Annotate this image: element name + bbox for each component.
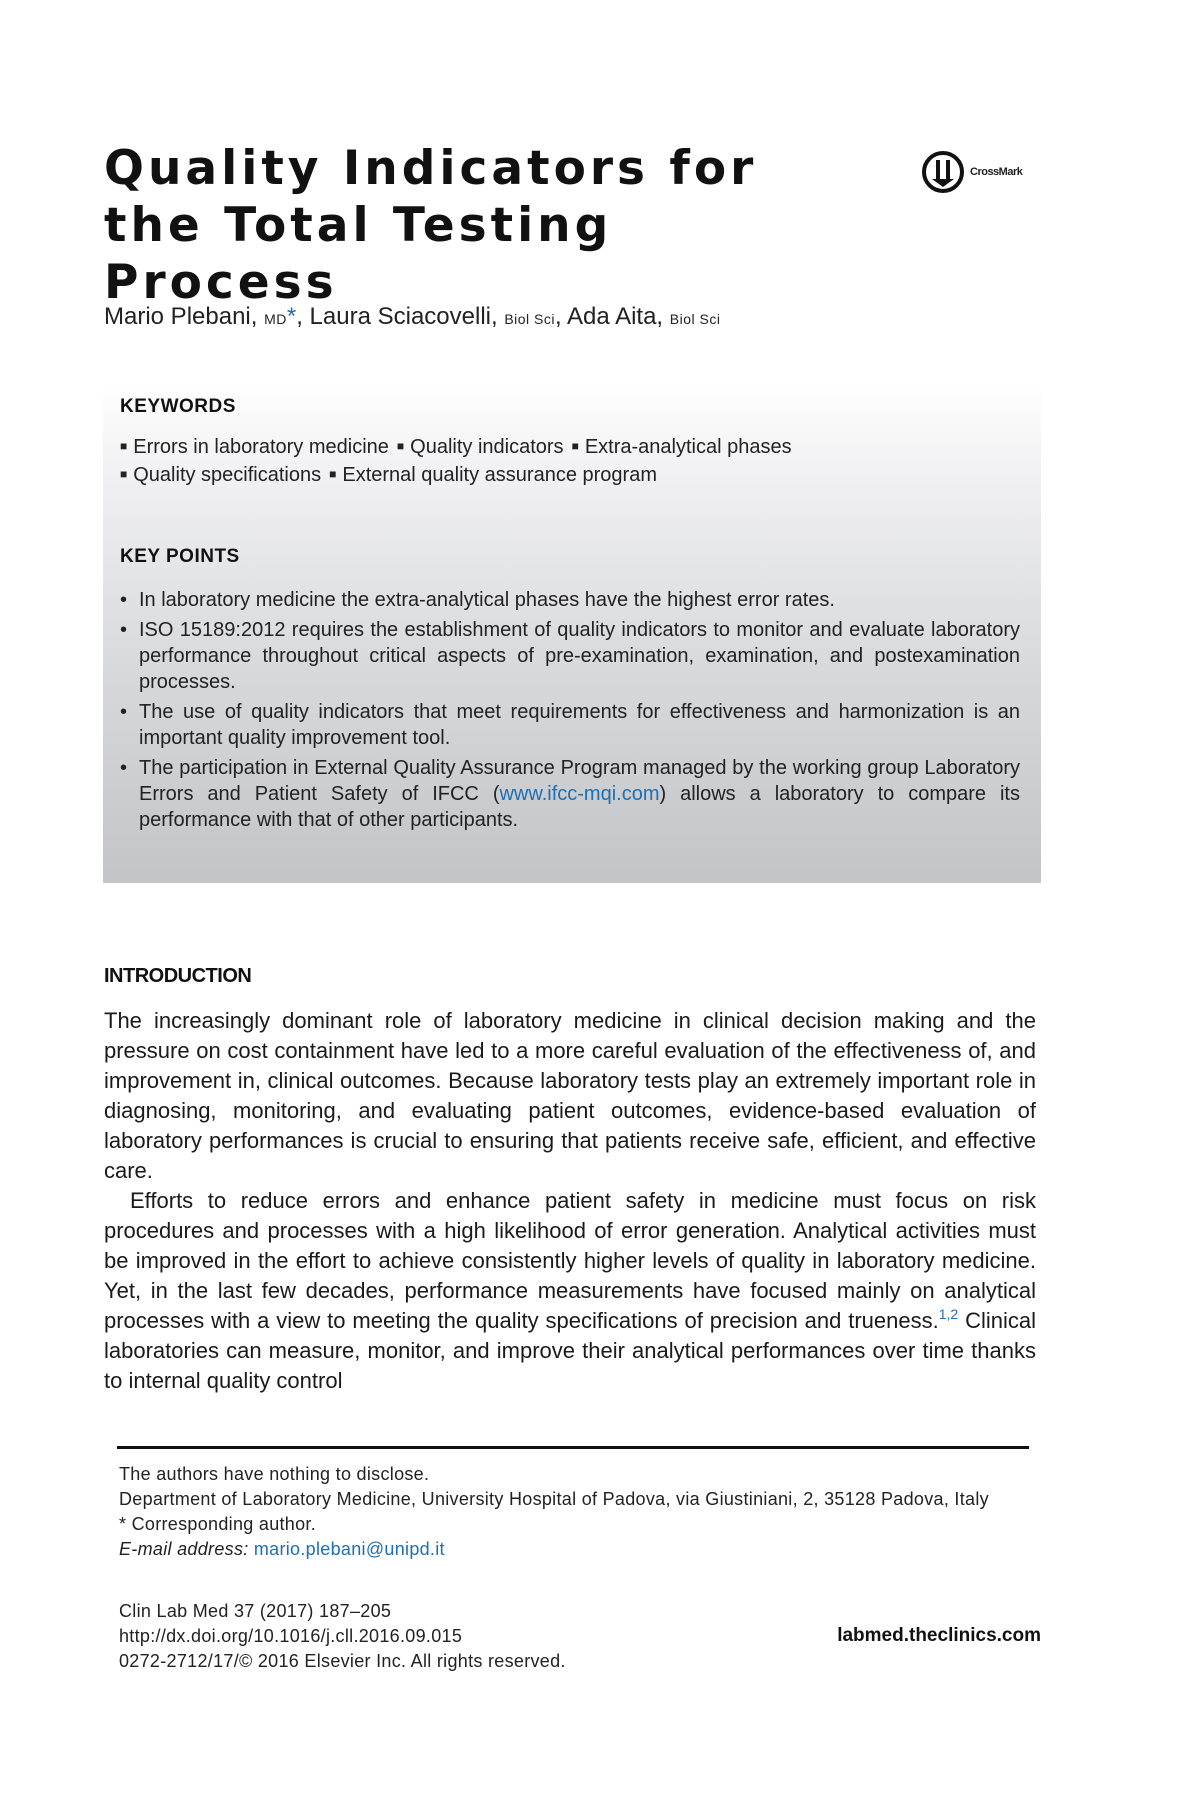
author-name: Laura Sciacovelli, <box>309 303 505 330</box>
author-name: Ada Aita, <box>567 303 670 330</box>
square-bullet-icon: ■ <box>120 467 128 481</box>
crossmark-badge[interactable] <box>922 150 1022 194</box>
keypoint-text: The participation in External Quality Assurance Program managed by the working group Laboratory Errors and Patient Safety of IFCC ( <box>139 757 1020 805</box>
keywords-heading: KEYWORDS <box>120 396 236 417</box>
body-paragraph: The increasingly dominant role of laboratory medicine in clinical decision making and the pressure on cost containment have led to a more careful evaluation of the effectiveness of, and improvement in, clinical outcomes. Because laboratory tests play an extremely important role in diagnosing, monitoring, and evaluating patient outcomes, evidence-based evaluation of laboratory performances is crucial to ensuring that patients receive safe, efficient, and effective care. <box>104 1008 1036 1183</box>
reference-citation[interactable]: 1,2 <box>938 1306 959 1322</box>
author-degree: Biol Sci <box>669 311 721 327</box>
keypoint-item: • In laboratory medicine the extra-analytical phases have the highest error rates. <box>120 587 1020 613</box>
square-bullet-icon: ■ <box>571 439 579 453</box>
body-paragraph <box>104 1186 1036 1396</box>
keyword: Extra-analytical phases <box>584 436 792 458</box>
abstract-box <box>103 383 1041 883</box>
crossmark-icon <box>922 151 964 193</box>
keypoint-item: • ISO 15189:2012 requires the establishment of quality indicators to monitor and evaluate laboratory performance throughout critical aspects of pre-examination, examination, and postexamination processes. <box>120 617 1020 695</box>
article-title: Quality Indicators for the Total Testing Process <box>104 141 758 310</box>
keywords-line <box>120 464 657 487</box>
author-degree: MD <box>264 311 287 327</box>
corresponding-note: * Corresponding author. <box>119 1514 317 1534</box>
introduction-body <box>104 1006 1036 1396</box>
paragraph-text: Clinical laboratories can measure, monitor, and improve their analytical performances over time thanks to internal quality control <box>104 1308 1036 1393</box>
keyword: Quality specifications <box>133 464 322 486</box>
square-bullet-icon: ■ <box>120 439 128 453</box>
keyword: External quality assurance program <box>342 464 657 486</box>
introduction-heading: INTRODUCTION <box>104 965 252 987</box>
author-list <box>104 303 720 331</box>
keypoint-item: • The use of quality indicators that meet requirements for effectiveness and harmonization is an important quality improvement tool. <box>120 699 1020 751</box>
square-bullet-icon: ■ <box>396 439 405 453</box>
email-link[interactable]: mario.plebani@unipd.it <box>253 1539 445 1559</box>
journal-citation: Clin Lab Med 37 (2017) 187–205 <box>119 1601 392 1621</box>
keypoint-item <box>120 755 1020 833</box>
author-name: Mario Plebani, <box>104 303 265 330</box>
keypoint-text: ) allows a laboratory to compare its performance with that of other participants. <box>139 783 1020 831</box>
email-note <box>119 1537 1029 1562</box>
footnote-divider <box>117 1446 1029 1449</box>
crossmark-label: CrossMark <box>970 166 1023 178</box>
author-separator: , <box>296 303 310 330</box>
ifcc-link[interactable]: www.ifcc-mqi.com <box>499 783 660 805</box>
corresponding-mark: * <box>286 303 297 330</box>
paragraph-text: Efforts to reduce errors and enhance patient safety in medicine must focus on risk procedures and processes with a high likelihood of error generation. Analytical activities must be improved in the effort to achieve consistently higher levels of quality in laboratory medicine. Yet, in the last few decades, performance measurements have focused mainly on analytical processes with a view to meeting the quality specifications of precision and trueness. <box>104 1188 1036 1333</box>
author-separator: , <box>555 303 568 330</box>
square-bullet-icon: ■ <box>329 467 337 481</box>
affiliation-note: Department of Laboratory Medicine, University Hospital of Padova, via Giustiniani, 2, 35128 Padova, Italy <box>119 1489 989 1509</box>
keypoints-heading: KEY POINTS <box>120 546 240 567</box>
disclosure-note: The authors have nothing to disclose. <box>119 1464 430 1484</box>
journal-website[interactable]: labmed.theclinics.com <box>837 1625 1041 1646</box>
email-label: E-mail address: <box>119 1539 249 1559</box>
keywords-line <box>120 436 792 459</box>
keyword: Quality indicators <box>410 436 564 458</box>
doi-link[interactable]: http://dx.doi.org/10.1016/j.cll.2016.09.015 <box>119 1626 463 1646</box>
keypoints-list <box>120 587 1020 837</box>
author-degree: Biol Sci <box>504 311 555 327</box>
footnotes <box>119 1462 1029 1562</box>
copyright-note: 0272-2712/17/© 2016 Elsevier Inc. All rights reserved. <box>119 1651 566 1671</box>
keyword: Errors in laboratory medicine <box>133 436 389 458</box>
